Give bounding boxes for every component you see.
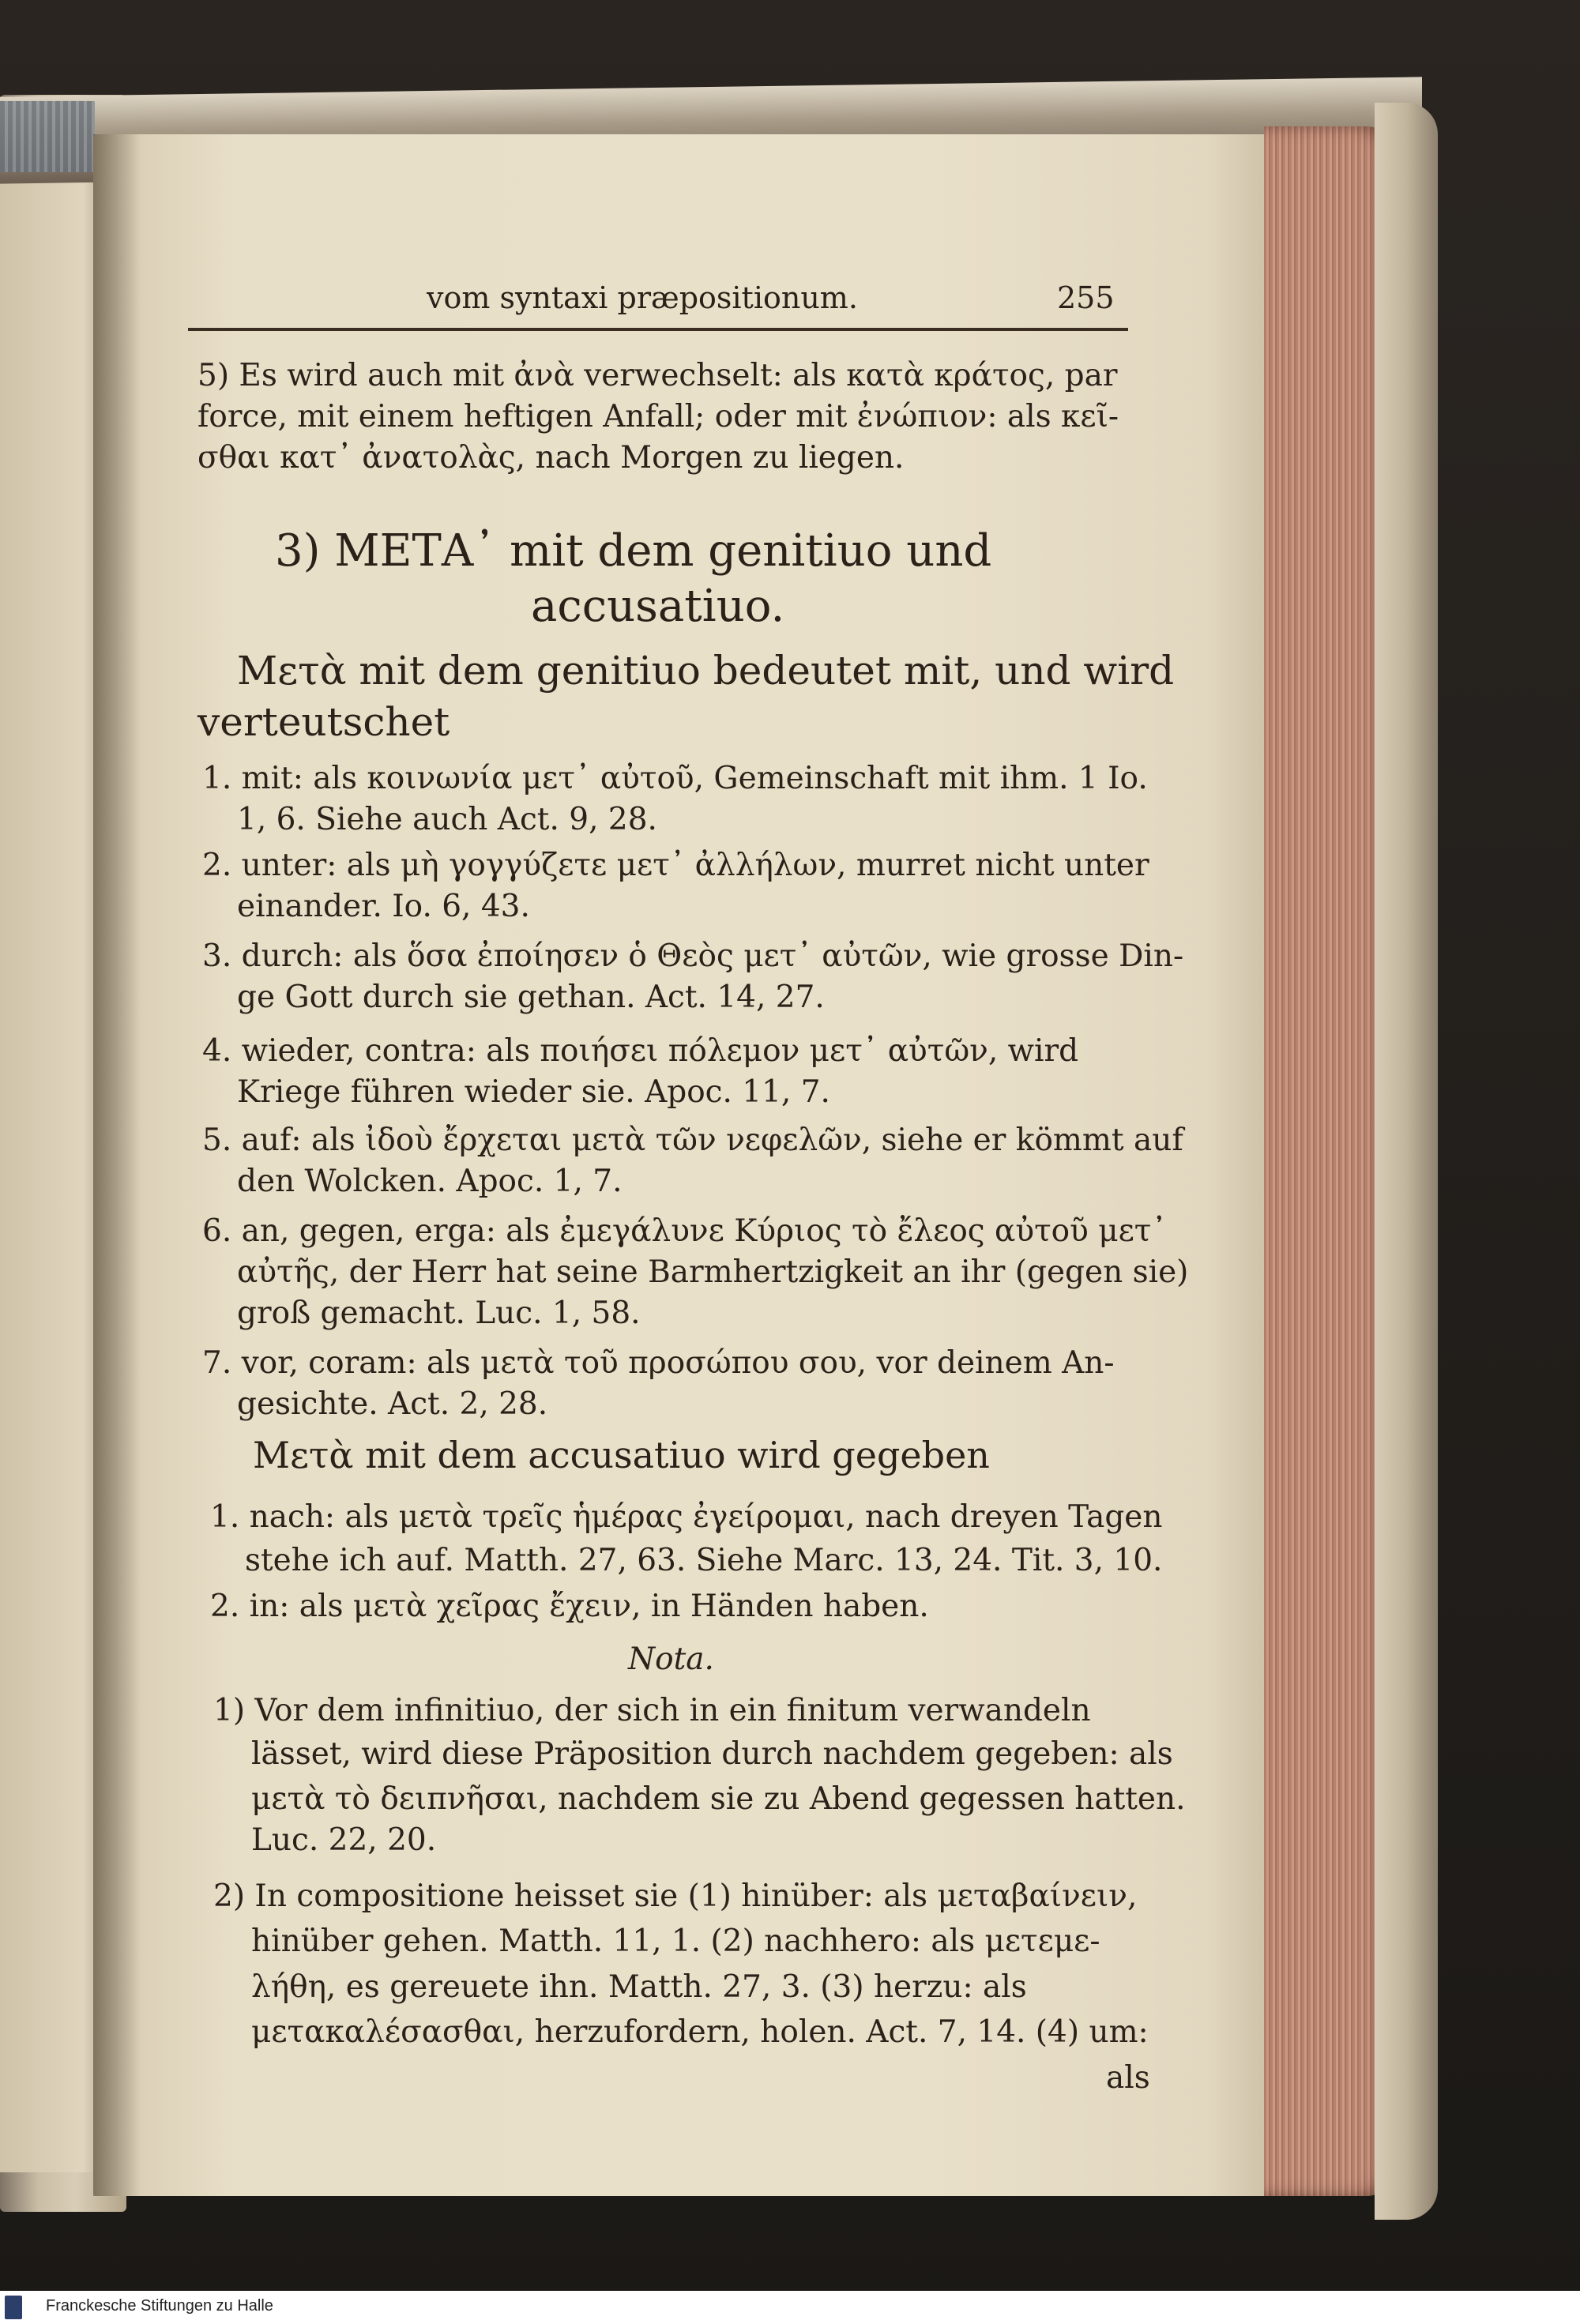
list-item: 3. durch: als ὅσα ἐποίησεν ὁ Θεὸς μετ᾽ αὐτῶν, wie grosse Din-	[202, 938, 1184, 974]
list-item: 6. an, gegen, erga: als ἐμεγάλυνε Κύριος τὸ ἔλεος αὐτοῦ μετ᾽	[202, 1213, 1167, 1249]
list-item: 2. in: als μετὰ χεῖρας ἔχειν, in Händen haben.	[210, 1589, 929, 1624]
running-title: vom syntaxi præpositionum.	[427, 280, 858, 315]
header-rule	[188, 328, 1128, 331]
subheading: Μετὰ mit dem accusatiuo wird gegeben	[253, 1434, 990, 1476]
list-item: 1. nach: als μετὰ τρεῖς ἡμέρας ἐγείρομαι, nach dreyen Tagen	[210, 1499, 1163, 1535]
spine-band	[0, 101, 95, 172]
list-item: groß gemacht. Luc. 1, 58.	[237, 1295, 641, 1331]
text-line: 5) Es wird auch mit ἀνὰ verwechselt: als κατὰ κράτος, par	[198, 358, 1118, 393]
list-item: 4. wieder, contra: als ποιήσει πόλεμον μετ᾽ αὐτῶν, wird	[202, 1033, 1079, 1069]
section-heading: accusatiuo.	[531, 581, 785, 632]
list-item: ge Gott durch sie gethan. Act. 14, 27.	[237, 980, 825, 1015]
list-item: Kriege führen wieder sie. Apoc. 11, 7.	[237, 1074, 830, 1110]
list-item: 1, 6. Siehe auch Act. 9, 28.	[237, 802, 657, 837]
note-line: lässet, wird diese Präposition durch nachdem gegeben: als	[251, 1736, 1173, 1772]
note-line: μετὰ τὸ δειπνῆσαι, nachdem sie zu Abend gegessen hatten.	[251, 1781, 1186, 1817]
back-cover-board	[1375, 103, 1438, 2220]
list-item: stehe ich auf. Matth. 27, 63. Siehe Marc. 13, 24. Tit. 3, 10.	[245, 1543, 1163, 1578]
note-line: 1) Vor dem infinitiuo, der sich in ein finitum verwandeln	[213, 1693, 1091, 1728]
nota-heading: Nota.	[628, 1641, 714, 1677]
section-heading: 3) ΜΕΤΑ᾽ mit dem genitiuo und	[275, 525, 992, 577]
list-item: 1. mit: als κοινωνία μετ᾽ αὐτοῦ, Gemeinschaft mit ihm. 1 Io.	[202, 761, 1148, 796]
subheading: verteutschet	[198, 699, 450, 745]
note-line: hinüber gehen. Matth. 11, 1. (2) nachhero: als μετεμε-	[251, 1924, 1100, 1959]
note-line: λήθη, es gereuete ihn. Matth. 27, 3. (3) herzu: als	[251, 1969, 1027, 2005]
list-item: 5. auf: als ἰδοὺ ἔρχεται μετὰ τῶν νεφελῶν, siehe er kömmt auf	[202, 1123, 1183, 1158]
list-item: αὐτῆς, der Herr hat seine Barmhertzigkeit an ihr (gegen sie)	[237, 1254, 1189, 1290]
list-item: 7. vor, coram: als μετὰ τοῦ προσώπου σου, vor deinem An-	[202, 1345, 1115, 1381]
text-line: σθαι κατ᾽ ἀνατολὰς, nach Morgen zu liegen.	[198, 440, 905, 476]
list-item: einander. Io. 6, 43.	[237, 889, 530, 924]
institution-logo	[5, 2296, 22, 2319]
text-line: force, mit einem heftigen Anfall; oder mit ἐνώπιον: als κεῖ-	[198, 399, 1119, 434]
subheading: Μετὰ mit dem genitiuo bedeutet mit, und wird	[237, 648, 1175, 694]
list-item: gesichte. Act. 2, 28.	[237, 1386, 548, 1422]
page-gutter-shadow	[93, 134, 141, 2196]
note-line: 2) In compositione heisset sie (1) hinüber: als μεταβαίνειν,	[213, 1878, 1138, 1914]
note-line: Luc. 22, 20.	[251, 1822, 437, 1858]
note-line: μετακαλέσασθαι, herzufordern, holen. Act. 7, 14. (4) um:	[251, 2014, 1149, 2050]
list-item: 2. unter: als μὴ γογγύζετε μετ᾽ ἀλλήλων, murret nicht unter	[202, 848, 1149, 883]
institution-credit: Franckesche Stiftungen zu Halle	[46, 2297, 273, 2315]
catchword: als	[1106, 2060, 1150, 2096]
list-item: den Wolcken. Apoc. 1, 7.	[237, 1164, 623, 1199]
page-number: 255	[1057, 280, 1115, 315]
page-fore-edge	[1264, 126, 1390, 2196]
